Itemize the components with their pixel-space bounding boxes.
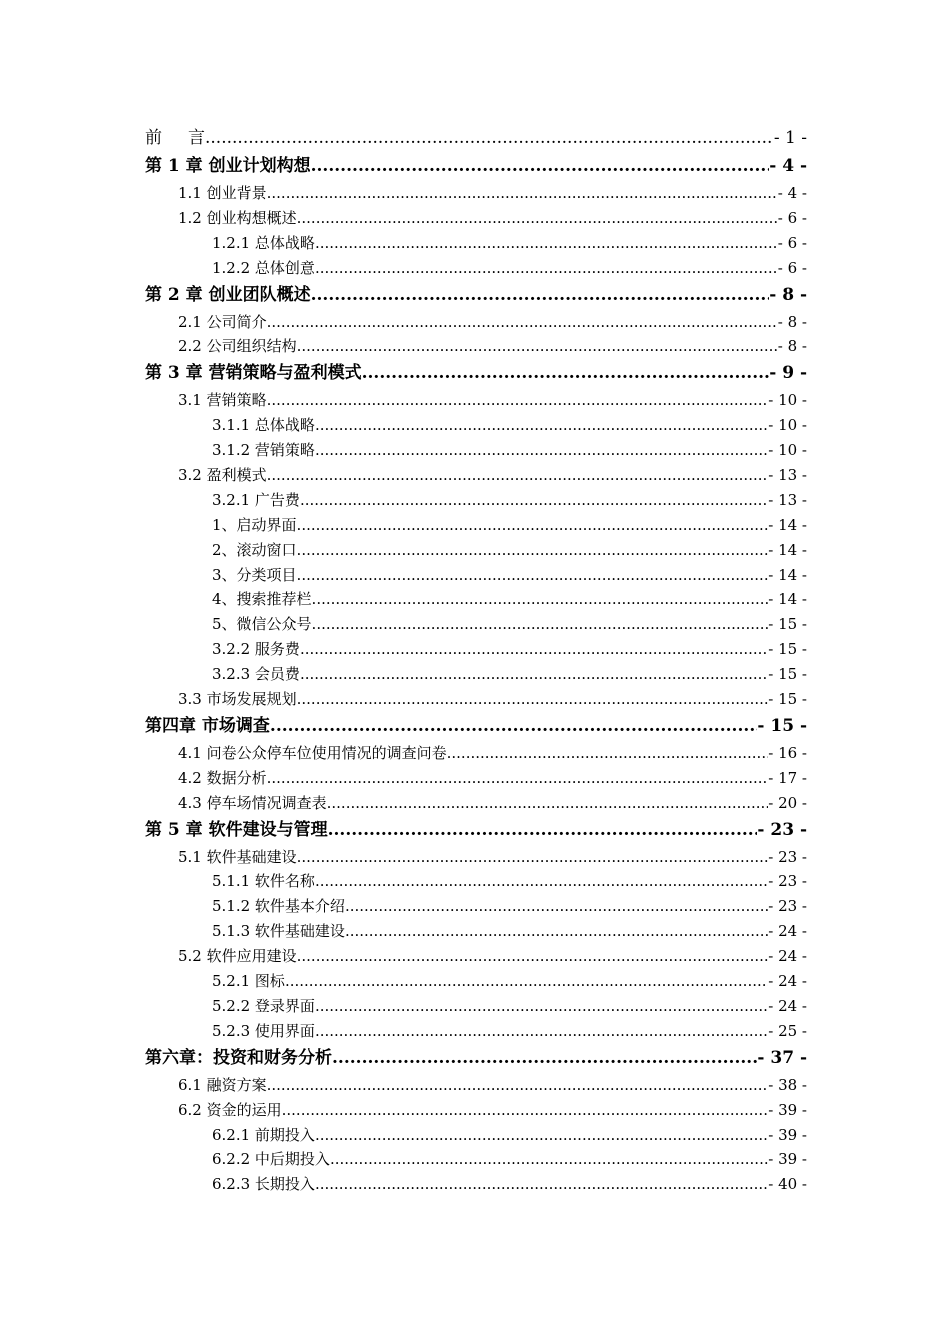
dot-leader [297, 944, 769, 969]
toc-entry-title: 1.1 创业背景 [178, 184, 267, 202]
dot-leader [267, 766, 769, 791]
toc-entry[interactable] [145, 310, 807, 335]
toc-entry-title: 3.1 营销策略 [178, 391, 267, 410]
toc-page-number: - 15 - [768, 665, 807, 684]
toc-page-number: - 24 - [768, 947, 807, 966]
dot-leader [447, 741, 769, 766]
toc-entry[interactable] [145, 612, 807, 637]
toc-entry[interactable] [145, 438, 807, 463]
toc-entry[interactable] [145, 894, 807, 919]
toc-entry-title: 5.1.1 软件名称 [212, 872, 315, 891]
dot-leader [270, 712, 757, 741]
toc-page-number: - 38 - [768, 1075, 807, 1094]
toc-page-number: - 25 - [768, 1021, 807, 1040]
toc-entry-title: 2、滚动窗口 [212, 540, 297, 559]
dot-leader [297, 538, 769, 563]
dot-leader [297, 687, 769, 712]
dot-leader [297, 845, 769, 870]
toc-entry-title: 1.2 创业构想概述 [178, 208, 297, 227]
toc-page-number: - 39 - [768, 1150, 807, 1169]
toc-entry-title: 第六章：投资和财务分析 [145, 1047, 332, 1068]
dot-leader [315, 413, 768, 438]
toc-entry[interactable] [145, 994, 807, 1019]
toc-page-number: - 14 - [768, 565, 807, 584]
toc-entry[interactable] [145, 488, 807, 513]
toc-entry-title: 2.2 公司组织结构 [178, 337, 297, 356]
toc-page-number: - 40 - [768, 1175, 807, 1194]
toc-page-number: - 23 - [768, 872, 807, 891]
toc-entry[interactable] [145, 869, 807, 894]
toc-entry-title: 3.2.1 广告费 [212, 490, 300, 509]
dot-leader [297, 513, 769, 538]
toc-entry-title: 5、微信公众号 [212, 615, 312, 634]
toc-page-number: - 8 - [777, 337, 807, 356]
toc-page-number: - 23 - [768, 847, 807, 866]
toc-entry-title: 6.1 融资方案 [178, 1075, 267, 1094]
toc-entry-title: 3.2.2 服务费 [212, 640, 300, 659]
dot-leader [282, 1098, 769, 1123]
dot-leader [300, 637, 768, 662]
dot-leader [345, 894, 768, 919]
toc-entry[interactable] [145, 181, 807, 206]
toc-entry[interactable] [145, 919, 807, 944]
toc-entry-title: 第 5 章 软件建设与管理 [145, 819, 328, 840]
toc-entry-title: 3.2 盈利模式 [178, 466, 267, 485]
toc-entry[interactable] [145, 637, 807, 662]
toc-entry-title: 4.3 停车场情况调查表 [178, 793, 327, 812]
toc-chapter-entry[interactable] [145, 152, 807, 181]
toc-page-number: - 23 - [757, 819, 807, 840]
toc-page-number: - 39 - [768, 1125, 807, 1144]
toc-entry[interactable] [145, 741, 807, 766]
toc-chapter-entry[interactable] [145, 359, 807, 388]
toc-page-number: - 4 - [769, 156, 807, 176]
toc-page-number: - 13 - [768, 490, 807, 509]
toc-entry-title: 3、分类项目 [212, 565, 297, 584]
dot-leader [330, 1147, 768, 1172]
toc-page-number: - 6 - [777, 208, 807, 227]
toc-page-number: - 9 - [769, 363, 807, 384]
toc-page-number: - 1 - [773, 128, 807, 148]
toc-page-number: - 37 - [757, 1047, 807, 1068]
toc-page-number: - 24 - [768, 922, 807, 941]
dot-leader [315, 1019, 768, 1044]
dot-leader [315, 869, 768, 894]
toc-entry[interactable] [145, 1172, 807, 1197]
toc-entry[interactable] [145, 662, 807, 687]
toc-entry-title: 4、搜索推荐栏 [212, 590, 312, 609]
toc-entry[interactable] [145, 969, 807, 994]
toc-entry-title: 1.2.1 总体战略 [212, 233, 315, 252]
toc-entry-title: 前 言 [145, 128, 205, 148]
toc-entry-title: 1、启动界面 [212, 515, 297, 534]
dot-leader [315, 994, 768, 1019]
toc-page-number: - 16 - [768, 743, 807, 762]
toc-entry-title: 5.2 软件应用建设 [178, 947, 297, 966]
toc-entry[interactable] [145, 256, 807, 281]
toc-entry-title: 5.2.1 图标 [212, 972, 285, 991]
toc-page-number: - 39 - [768, 1100, 807, 1119]
toc-entry[interactable] [145, 1147, 807, 1172]
dot-leader [312, 612, 769, 637]
toc-entry-title: 第 1 章 创业计划构想 [145, 156, 311, 176]
dot-leader [267, 1073, 769, 1098]
dot-leader [297, 563, 769, 588]
toc-page-number: - 6 - [777, 258, 807, 277]
toc-entry[interactable] [145, 538, 807, 563]
toc-entry[interactable] [145, 1098, 807, 1123]
dot-leader [328, 816, 758, 845]
toc-entry-title: 2.1 公司简介 [178, 312, 267, 331]
toc-page-number: - 24 - [768, 972, 807, 991]
toc-page-number: - 15 - [768, 640, 807, 659]
toc-entry-title: 3.3 市场发展规划 [178, 690, 297, 709]
toc-entry[interactable] [145, 587, 807, 612]
toc-entry-title: 第 2 章 创业团队概述 [145, 284, 311, 305]
toc-entry-title: 6.2 资金的运用 [178, 1100, 282, 1119]
toc-page-number: - 8 - [769, 284, 807, 305]
toc-page-number: - 20 - [768, 793, 807, 812]
toc-entry-title: 5.1.3 软件基础建设 [212, 922, 345, 941]
toc-page-number: - 13 - [768, 466, 807, 485]
dot-leader [205, 124, 774, 152]
dot-leader [300, 488, 768, 513]
dot-leader [267, 463, 769, 488]
toc-page-number: - 24 - [768, 996, 807, 1015]
dot-leader [327, 791, 769, 816]
dot-leader [267, 181, 778, 206]
dot-leader [267, 310, 778, 335]
dot-leader [315, 438, 768, 463]
dot-leader [315, 1123, 768, 1148]
toc-page-number: - 17 - [768, 768, 807, 787]
dot-leader [315, 1172, 768, 1197]
toc-entry[interactable] [145, 1123, 807, 1148]
toc-entry-title: 4.2 数据分析 [178, 768, 267, 787]
toc-entry-title: 5.2.2 登录界面 [212, 996, 315, 1015]
toc-page-number: - 14 - [768, 515, 807, 534]
toc-page-number: - 14 - [768, 590, 807, 609]
toc-entry-title: 4.1 问卷公众停车位使用情况的调查问卷 [178, 743, 447, 762]
toc-entry-title: 1.2.2 总体创意 [212, 258, 315, 277]
toc-page-number: - 14 - [768, 540, 807, 559]
dot-leader [300, 662, 768, 687]
toc-chapter-entry[interactable] [145, 281, 807, 310]
toc-entry-title: 第 3 章 营销策略与盈利模式 [145, 363, 362, 384]
toc-entry[interactable] [145, 944, 807, 969]
toc-page-number: - 4 - [777, 184, 807, 202]
dot-leader [285, 969, 768, 994]
toc-page-number: - 23 - [768, 897, 807, 916]
dot-leader [297, 334, 778, 359]
toc-entry[interactable] [145, 563, 807, 588]
dot-leader [311, 152, 770, 181]
dot-leader [267, 388, 769, 413]
toc-page-number: - 8 - [777, 312, 807, 331]
table-of-contents [145, 124, 807, 1197]
toc-entry[interactable] [145, 463, 807, 488]
toc-page-number: - 6 - [777, 233, 807, 252]
toc-entry-title: 5.1 软件基础建设 [178, 847, 297, 866]
toc-chapter-entry[interactable] [145, 1044, 807, 1073]
dot-leader [362, 359, 770, 388]
dot-leader [345, 919, 768, 944]
toc-entry-title: 6.2.3 长期投入 [212, 1175, 315, 1194]
dot-leader [297, 206, 778, 231]
toc-page-number: - 10 - [768, 441, 807, 460]
toc-entry-title: 第四章 市场调查 [145, 715, 270, 736]
toc-entry-title: 6.2.1 前期投入 [212, 1125, 315, 1144]
toc-entry-title: 3.2.3 会员费 [212, 665, 300, 684]
toc-preface-entry[interactable] [145, 124, 807, 152]
toc-entry[interactable] [145, 845, 807, 870]
toc-entry[interactable] [145, 1019, 807, 1044]
toc-entry[interactable] [145, 334, 807, 359]
toc-entry-title: 3.1.1 总体战略 [212, 416, 315, 435]
toc-entry[interactable] [145, 388, 807, 413]
toc-entry-title: 6.2.2 中后期投入 [212, 1150, 330, 1169]
toc-entry-title: 5.1.2 软件基本介绍 [212, 897, 345, 916]
dot-leader [315, 256, 778, 281]
toc-page-number: - 15 - [757, 715, 807, 736]
toc-entry-title: 3.1.2 营销策略 [212, 441, 315, 460]
dot-leader [311, 281, 770, 310]
toc-entry[interactable] [145, 513, 807, 538]
toc-entry[interactable] [145, 231, 807, 256]
toc-entry[interactable] [145, 413, 807, 438]
toc-entry[interactable] [145, 766, 807, 791]
toc-page-number: - 15 - [768, 615, 807, 634]
toc-entry[interactable] [145, 791, 807, 816]
toc-entry[interactable] [145, 206, 807, 231]
toc-chapter-entry[interactable] [145, 712, 807, 741]
toc-page-number: - 10 - [768, 416, 807, 435]
toc-entry[interactable] [145, 687, 807, 712]
toc-page-number: - 10 - [768, 391, 807, 410]
dot-leader [312, 587, 769, 612]
dot-leader [332, 1044, 757, 1073]
toc-entry[interactable] [145, 1073, 807, 1098]
toc-chapter-entry[interactable] [145, 816, 807, 845]
dot-leader [315, 231, 778, 256]
toc-page-number: - 15 - [768, 690, 807, 709]
toc-entry-title: 5.2.3 使用界面 [212, 1021, 315, 1040]
